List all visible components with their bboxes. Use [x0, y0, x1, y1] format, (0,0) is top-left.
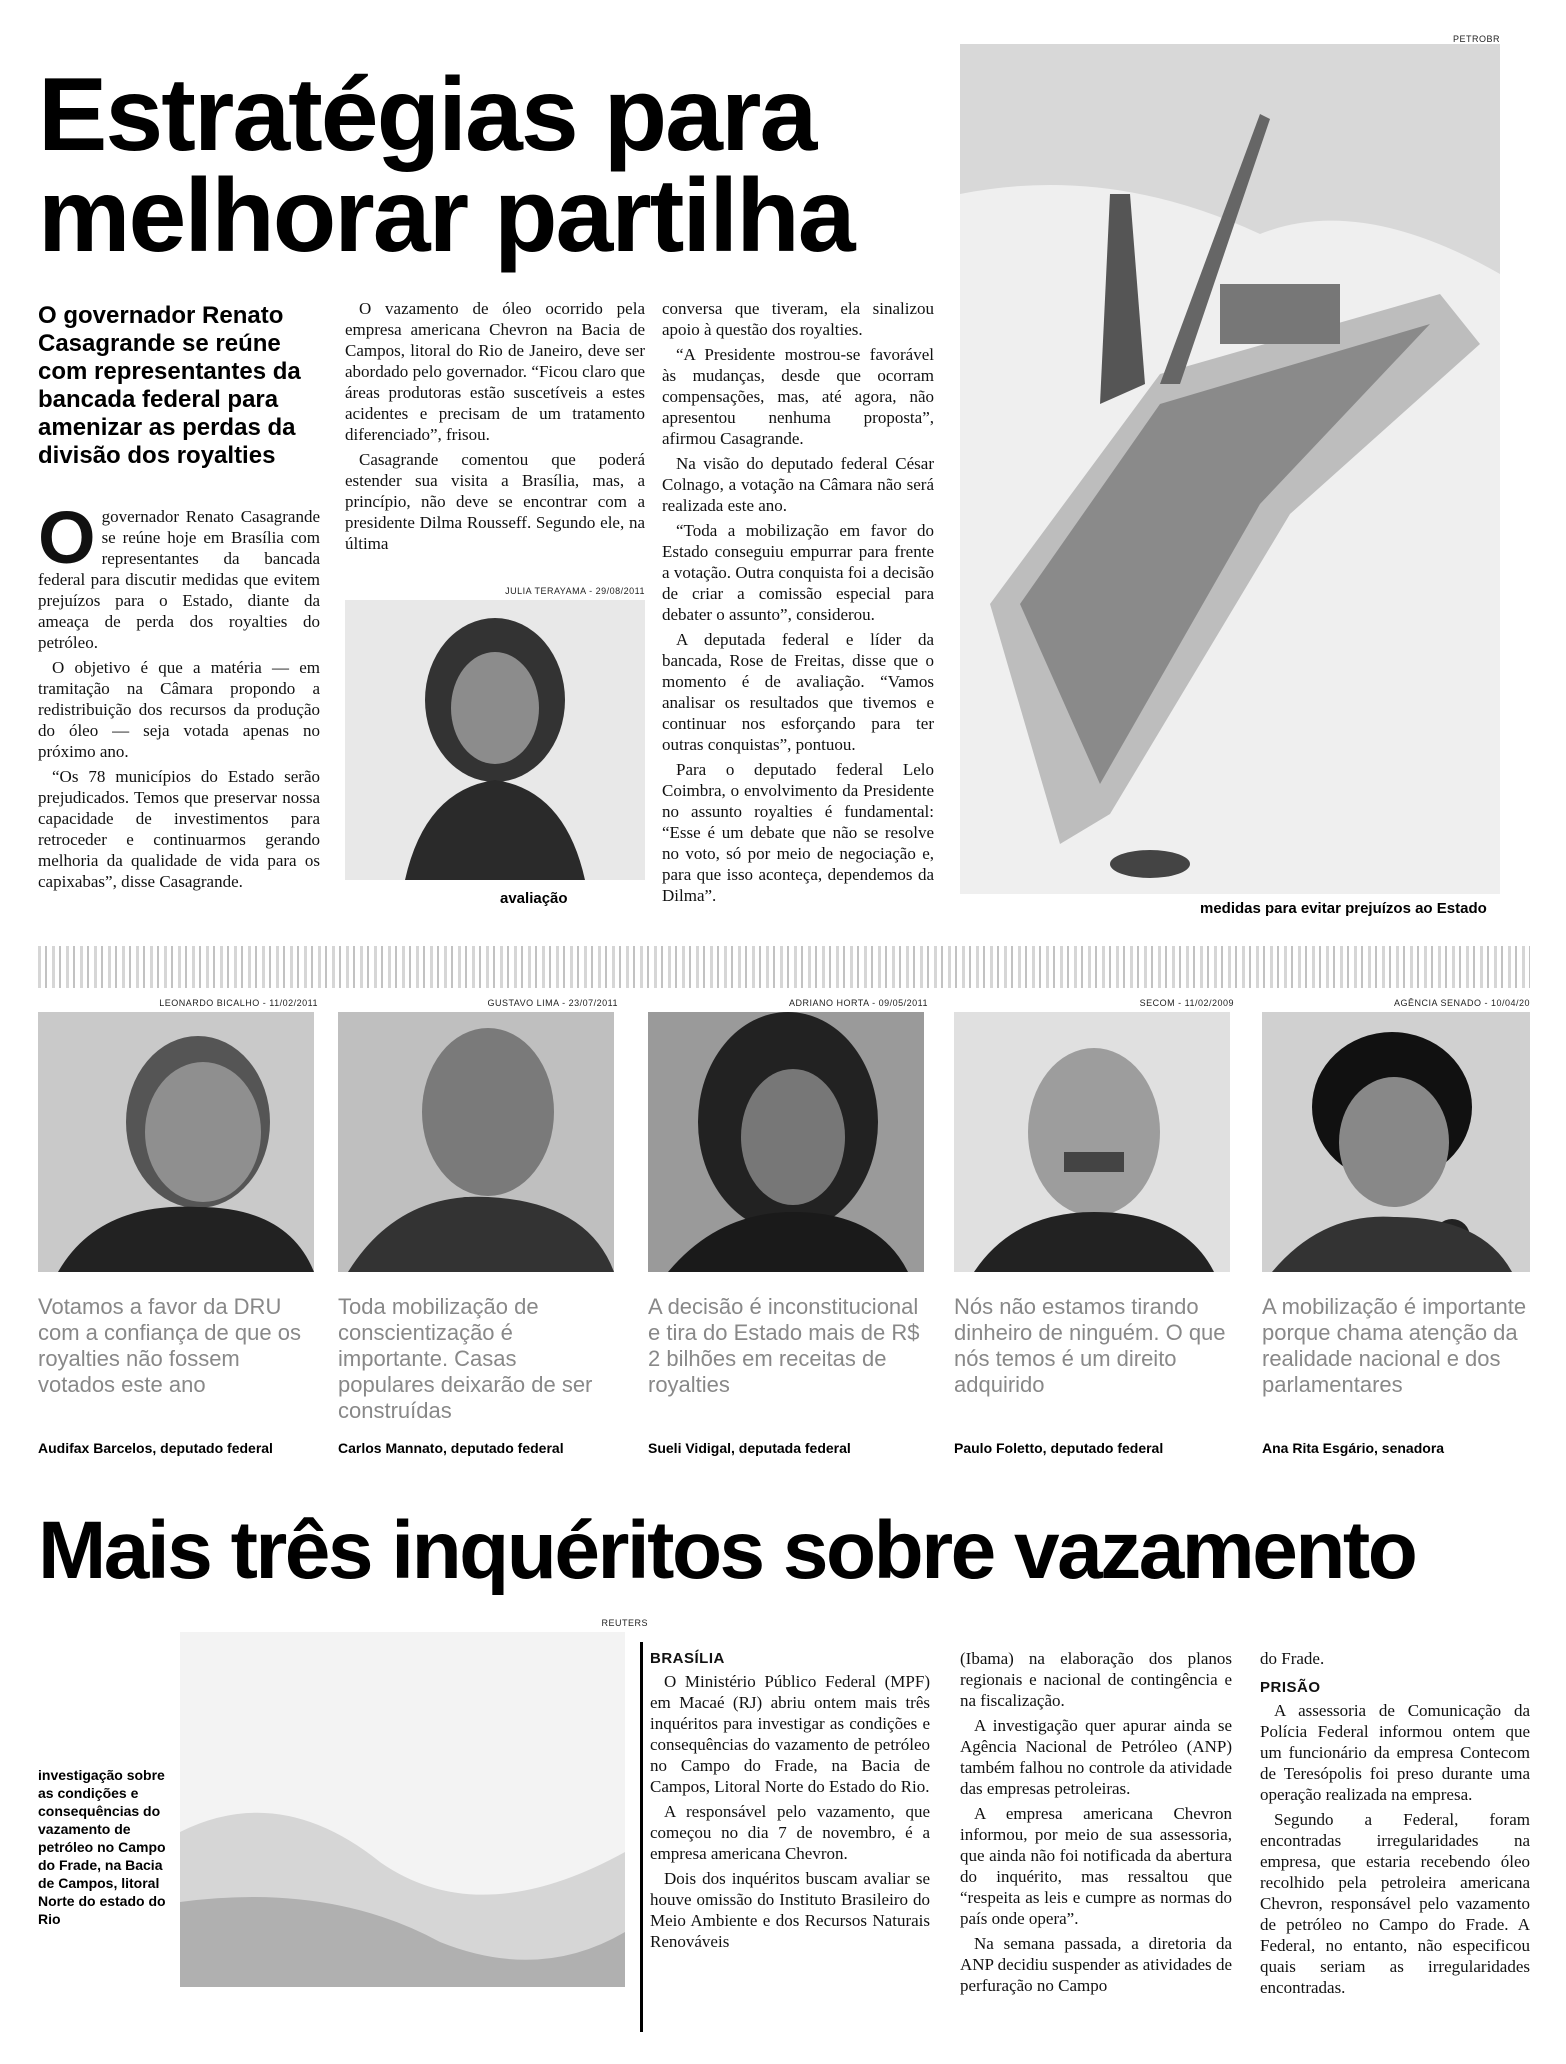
second-photo [180, 1632, 625, 1987]
top-col1-first: governador Renato Casagrande se reúne hoje em Brasília com representantes da bancada federal para discutir medidas que evitem prejuízos para o Estado, diante da ameaça de perda dos royalties do petróleo. [38, 507, 320, 652]
top-column-1 [38, 496, 320, 896]
small-photo-credit: JULIA TERAYAMA - 29/08/2011 [505, 586, 645, 596]
oil-platform-ship-icon [960, 44, 1500, 894]
quote-text: A decisão é inconstitucional e tira do Estado mais de R$ 2 bilhões em receitas de royalties [648, 1294, 920, 1397]
decorative-band [38, 946, 1530, 988]
main-photo-credit: PETROBR [1452, 34, 1500, 44]
portrait-icon [954, 1012, 1230, 1272]
quote-text: Nós não estamos tirando dinheiro de ninguém. O que nós temos é um direito adquirido [954, 1294, 1226, 1397]
main-photo [960, 44, 1500, 894]
top-col2-p2: Casagrande comentou que poderá estender sua visita a Brasília, mas, a princípio, não deve se encontrar com a presidente Dilma Rousseff. Segundo ele, na última [345, 450, 645, 553]
second-col1-p1: O Ministério Público Federal (MPF) em Macaé (RJ) abriu ontem mais três inquéritos para investigar as condições e consequências do vazamento de petróleo no Campo do Frade, na Bacia de Campos, Litoral Norte do Estado do Rio. [650, 1672, 930, 1796]
second-column-1 [650, 1648, 930, 1956]
headline-line-1: Estratégias para [38, 57, 816, 173]
top-col1-p2: O objetivo é que a matéria — em tramitação na Câmara propondo a redistribuição dos recursos da produção do óleo — seja votada apenas no próximo ano. [38, 658, 320, 761]
quote-photo [648, 1012, 924, 1272]
quote-photo-credit: GUSTAVO LIMA - 23/07/2011 [487, 998, 618, 1008]
top-column-3 [662, 298, 934, 910]
dateline: BRASÍLIA [650, 1650, 725, 1667]
second-column-3 [1260, 1648, 1530, 2002]
quote-photo-credit: SECOM - 11/02/2009 [1139, 998, 1234, 1008]
quote-name: Audifax Barcelos, deputado federal [38, 1440, 273, 1456]
quote-card [338, 998, 618, 1456]
quote-text: Votamos a favor da DRU com a confiança de que os royalties não fossem votados este ano [38, 1294, 301, 1397]
second-headline: Mais três inquéritos sobre vazamento [38, 1505, 1416, 1596]
second-col1-p3: Dois dos inquéritos buscam avaliar se houve omissão do Instituto Brasileiro do Meio Ambiente e dos Recursos Naturais Renováveis [650, 1869, 930, 1951]
quote-photo [38, 1012, 314, 1272]
column-rule [640, 1642, 643, 2032]
portrait-icon [338, 1012, 614, 1272]
woman-portrait-icon [345, 600, 645, 880]
deck: O governador Renato Casagrande se reúne com representantes da bancada federal para amenizar as perdas da divisão dos royalties [38, 302, 301, 469]
top-headline [38, 57, 958, 274]
top-column-2 [345, 298, 645, 558]
portrait-icon [38, 1012, 314, 1272]
quotes-row [38, 998, 1530, 1478]
main-photo-caption: medidas para evitar prejuízos ao Estado [1200, 900, 1487, 917]
portrait-icon [1262, 1012, 1530, 1272]
quote-name: Ana Rita Esgário, senadora [1262, 1440, 1445, 1456]
dropcap: O [38, 496, 96, 579]
quote-photo [338, 1012, 614, 1272]
small-photo-caption: avaliação [500, 890, 568, 907]
quote-card [954, 998, 1234, 1456]
quote-photo-credit: LEONARDO BICALHO - 11/02/2011 [159, 998, 318, 1008]
second-col1-p2: A responsável pelo vazamento, que começou no dia 7 de novembro, é a empresa americana Chevron. [650, 1802, 930, 1863]
quote-photo-credit: ADRIANO HORTA - 09/05/2011 [788, 998, 928, 1008]
quote-photo [954, 1012, 1230, 1272]
quote-photo [1262, 1012, 1530, 1272]
second-col3-p1: do Frade. [1260, 1649, 1325, 1668]
headline-line-2: melhorar partilha [38, 158, 854, 274]
top-col3-p4: “Toda a mobilização em favor do Estado conseguiu empurrar para frente a votação. Outra conquista foi a decisão de criar a comissão especial para debater o assunto”, considerou. [662, 521, 934, 624]
second-photo-caption: investigação sobre as condições e consequências do vazamento de petróleo no Campo do Frade, na Bacia de Campos, litoral Norte do estado do Rio [38, 1767, 166, 1927]
second-photo-credit: REUTERS [601, 1618, 648, 1628]
second-col2-p3: A empresa americana Chevron informou, por meio de sua assessoria, que ainda não foi notificada da abertura do inquérito, mas ressaltou que “respeita as leis e cumpre as normas do país onde opera”. [960, 1804, 1232, 1928]
portrait-icon [648, 1012, 924, 1272]
quote-card [38, 998, 318, 1456]
top-col2-p1: O vazamento de óleo ocorrido pela empresa americana Chevron na Bacia de Campos, litoral do Rio de Janeiro, deve ser abordado pelo governador. “Ficou claro que áreas produtoras estão suscetíveis a estes acidentes e precisam de um tratamento diferenciado”, frisou. [345, 299, 645, 444]
second-col3-p2: A assessoria de Comunicação da Polícia Federal informou ontem que um funcionário da empresa Contecom de Teresópolis foi preso durante uma operação realizada na empresa. [1260, 1701, 1530, 1804]
second-col2-p2: A investigação quer apurar ainda se Agência Nacional de Petróleo (ANP) também falhou no controle da atividade das empresas petroleiras. [960, 1716, 1232, 1798]
second-col3-p3: Segundo a Federal, foram encontradas irregularidades na empresa, que estaria recebendo óleo recolhido pela petroleira americana Chevron, responsável pelo vazamento de petróleo no Campo do Frade. A Federal, no entanto, não especificou quais seriam as irregularidades encontradas. [1260, 1810, 1530, 1997]
quote-name: Carlos Mannato, deputado federal [338, 1440, 564, 1456]
second-col2-p1: (Ibama) na elaboração dos planos regionais e nacional de contingência e na fiscalização. [960, 1649, 1232, 1710]
top-col3-p3: Na visão do deputado federal César Colnago, a votação na Câmara não será realizada este ano. [662, 454, 934, 515]
small-photo [345, 600, 645, 880]
quote-name: Sueli Vidigal, deputada federal [648, 1440, 851, 1456]
quote-card [648, 998, 928, 1456]
quote-text: A mobilização é importante porque chama atenção da realidade nacional e dos parlamentares [1262, 1294, 1527, 1397]
oil-spill-sea-icon [180, 1632, 625, 1987]
second-col2-p4: Na semana passada, a diretoria da ANP decidiu suspender as atividades de perfuração no Campo [960, 1934, 1232, 1995]
top-col3-p6: Para o deputado federal Lelo Coimbra, o envolvimento da Presidente no assunto royalties é fundamental: “Esse é um debate que não se resolve no voto, só por meio de negociação e, para que isso aconteça, dependemos da Dilma”. [662, 760, 934, 905]
quote-card [1262, 998, 1530, 1456]
second-column-2 [960, 1648, 1232, 2000]
top-col3-p2: “A Presidente mostrou-se favorável às mudanças, desde que ocorram compensações, mas, até agora, não apresentou nenhuma proposta”, afirmou Casagrande. [662, 345, 934, 448]
top-col3-p1: conversa que tiveram, ela sinalizou apoio à questão dos royalties. [662, 299, 934, 339]
top-col1-p3: “Os 78 municípios do Estado serão prejudicados. Temos que preservar nossa capacidade de investimentos para retroceder e continuarmos gerando melhoria da qualidade de vida para os capixabas”, disse Casagrande. [38, 767, 320, 891]
top-col3-p5: A deputada federal e líder da bancada, Rose de Freitas, disse que o momento é de avaliação. “Vamos analisar os resultados que tivemos e continuar nos esforçando para ter outras conquistas”, pontuou. [662, 630, 934, 754]
quote-name: Paulo Foletto, deputado federal [954, 1440, 1164, 1456]
subhead-prisao: PRISÃO [1260, 1679, 1321, 1696]
quote-text: Toda mobilização de conscientização é importante. Casas populares deixarão de ser construídas [338, 1294, 593, 1423]
quote-photo-credit: AGÊNCIA SENADO - 10/04/20 [1393, 998, 1530, 1008]
